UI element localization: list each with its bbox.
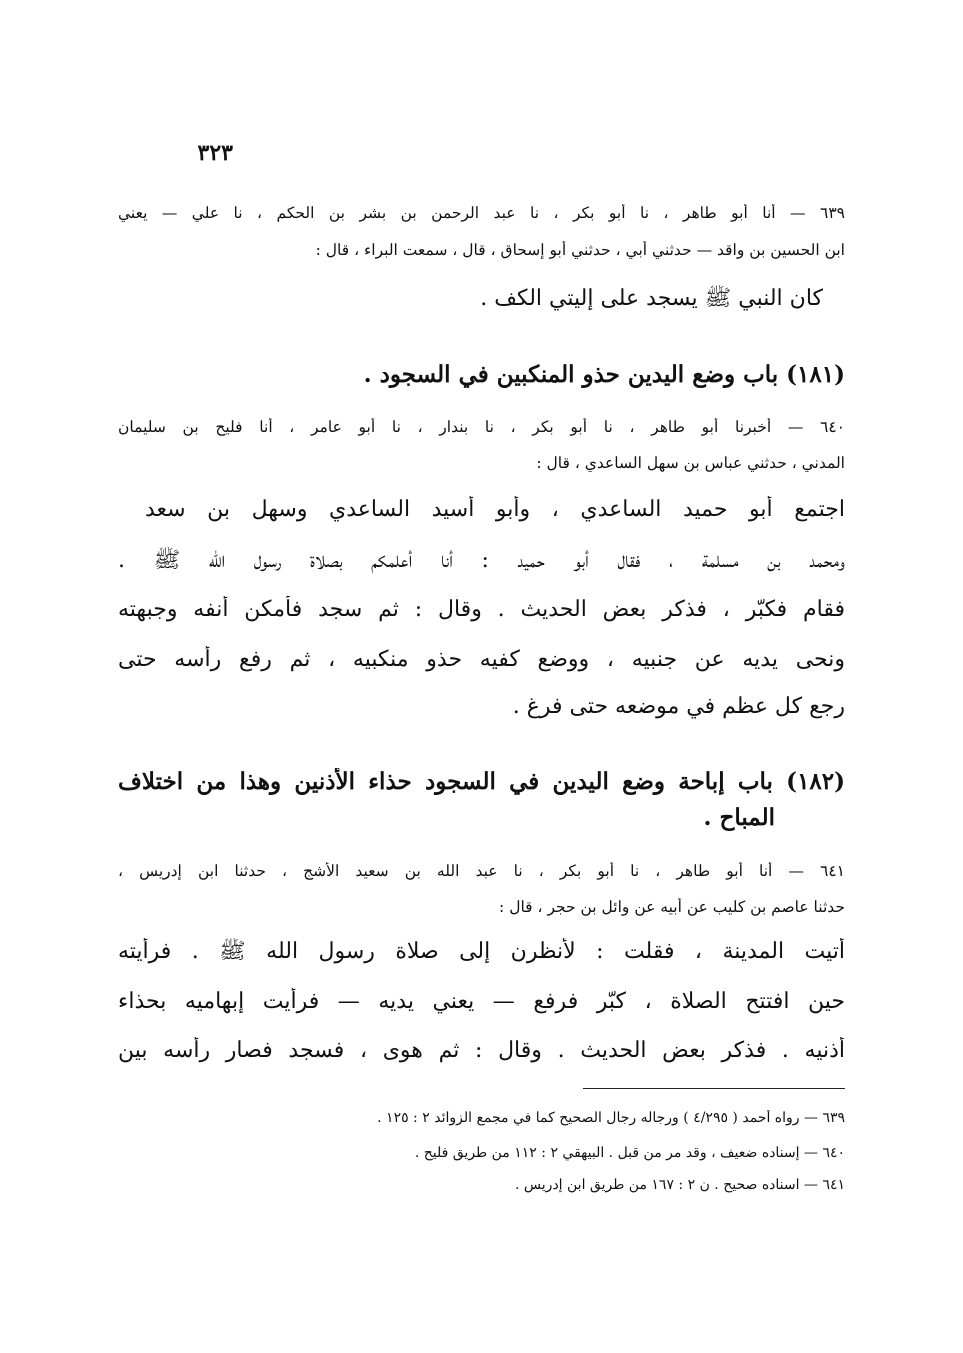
chapter-181-heading: (١٨١) باب وضع اليدين حذو المنكبين في السجود .	[363, 361, 845, 388]
hadith-640-matn-line-5: رجع كل عظم في موضعه حتى فرغ .	[512, 694, 845, 719]
chapter-182-heading-line-2: المباح .	[703, 804, 775, 831]
hadith-641-isnad-line-1: ٦٤١ — أنا أبو طاهر ، نا أبو بكر ، نا عبد الله بن سعيد الأشج ، حدثنا ابن إدريس ،	[118, 862, 845, 880]
hadith-640-matn-line-1: اجتمع أبو حميد الساعدي ، وأبو أسيد الساعدي وسهل بن سعد	[145, 497, 845, 522]
footnote-639: ٦٣٩ — رواه أحمد ( ٤/٢٩٥ ) ورجاله رجال الصحيح كما في مجمع الزوائد ٢ : ١٢٥ .	[377, 1110, 845, 1126]
hadith-641-isnad-line-2: حدثنا عاصم بن كليب عن أبيه عن وائل بن حجر ، قال :	[499, 898, 845, 916]
hadith-640-isnad-line-2: المدني ، حدثني عباس بن سهل الساعدي ، قال :	[536, 454, 845, 472]
hadith-640-matn-line-4: ونحى يديه عن جنبيه ، ووضع كفيه حذو منكبيه ، ثم رفع رأسه حتى	[118, 647, 845, 672]
hadith-640-matn-line-2: ومحمد بن مسلمة ، فقال أبو حميد : أنا أعلمكم بصلاة رسول الله ﷺ .	[118, 548, 845, 573]
hadith-641-matn-line-1: أتيت المدينة ، فقلت : لأنظرن إلى صلاة رسول الله ﷺ . فرأيته	[118, 939, 845, 964]
hadith-639-isnad-line-1: ٦٣٩ — أنا أبو طاهر ، نا أبو بكر ، نا عبد الرحمن بن بشر بن الحكم ، نا علي — يعني	[118, 204, 845, 222]
footnote-641: ٦٤١ — اسناده صحيح . ن ٢ : ١٦٧ من طريق ابن إدريس .	[515, 1177, 845, 1193]
hadith-641-matn-line-3: أذنيه . فذكر بعض الحديث . وقال : ثم هوى ، فسجد فصار رأسه بين	[118, 1038, 845, 1063]
hadith-639-isnad-line-2: ابن الحسين بن واقد — حدثني أبي ، حدثني أبو إسحاق ، قال ، سمعت البراء ، قال :	[315, 241, 845, 259]
hadith-640-isnad-line-1: ٦٤٠ — أخبرنا أبو طاهر ، نا أبو بكر ، نا بندار ، نا أبو عامر ، أنا فليح بن سليمان	[118, 418, 845, 436]
page-number: ٣٢٣	[197, 140, 233, 166]
hadith-640-matn-line-3: فقام فكبّر ، فذكر بعض الحديث . وقال : ثم سجد فأمكن أنفه وجبهته	[118, 597, 845, 622]
chapter-182-heading-line-1: (١٨٢) باب إباحة وضع اليدين في السجود حذاء الأذنين وهذا من اختلاف	[118, 768, 845, 795]
footnote-640: ٦٤٠ — إسناده ضعيف ، وقد مر من قبل . البيهقي ٢ : ١١٢ من طريق فليح .	[414, 1145, 845, 1161]
footnote-separator	[583, 1088, 845, 1089]
hadith-639-matn-line-1: كان النبي ﷺ يسجد على إليتي الكف .	[480, 286, 823, 311]
hadith-641-matn-line-2: حين افتتح الصلاة ، كبّر فرفع — يعني يديه — فرأيت إبهاميه بحذاء	[118, 989, 845, 1014]
